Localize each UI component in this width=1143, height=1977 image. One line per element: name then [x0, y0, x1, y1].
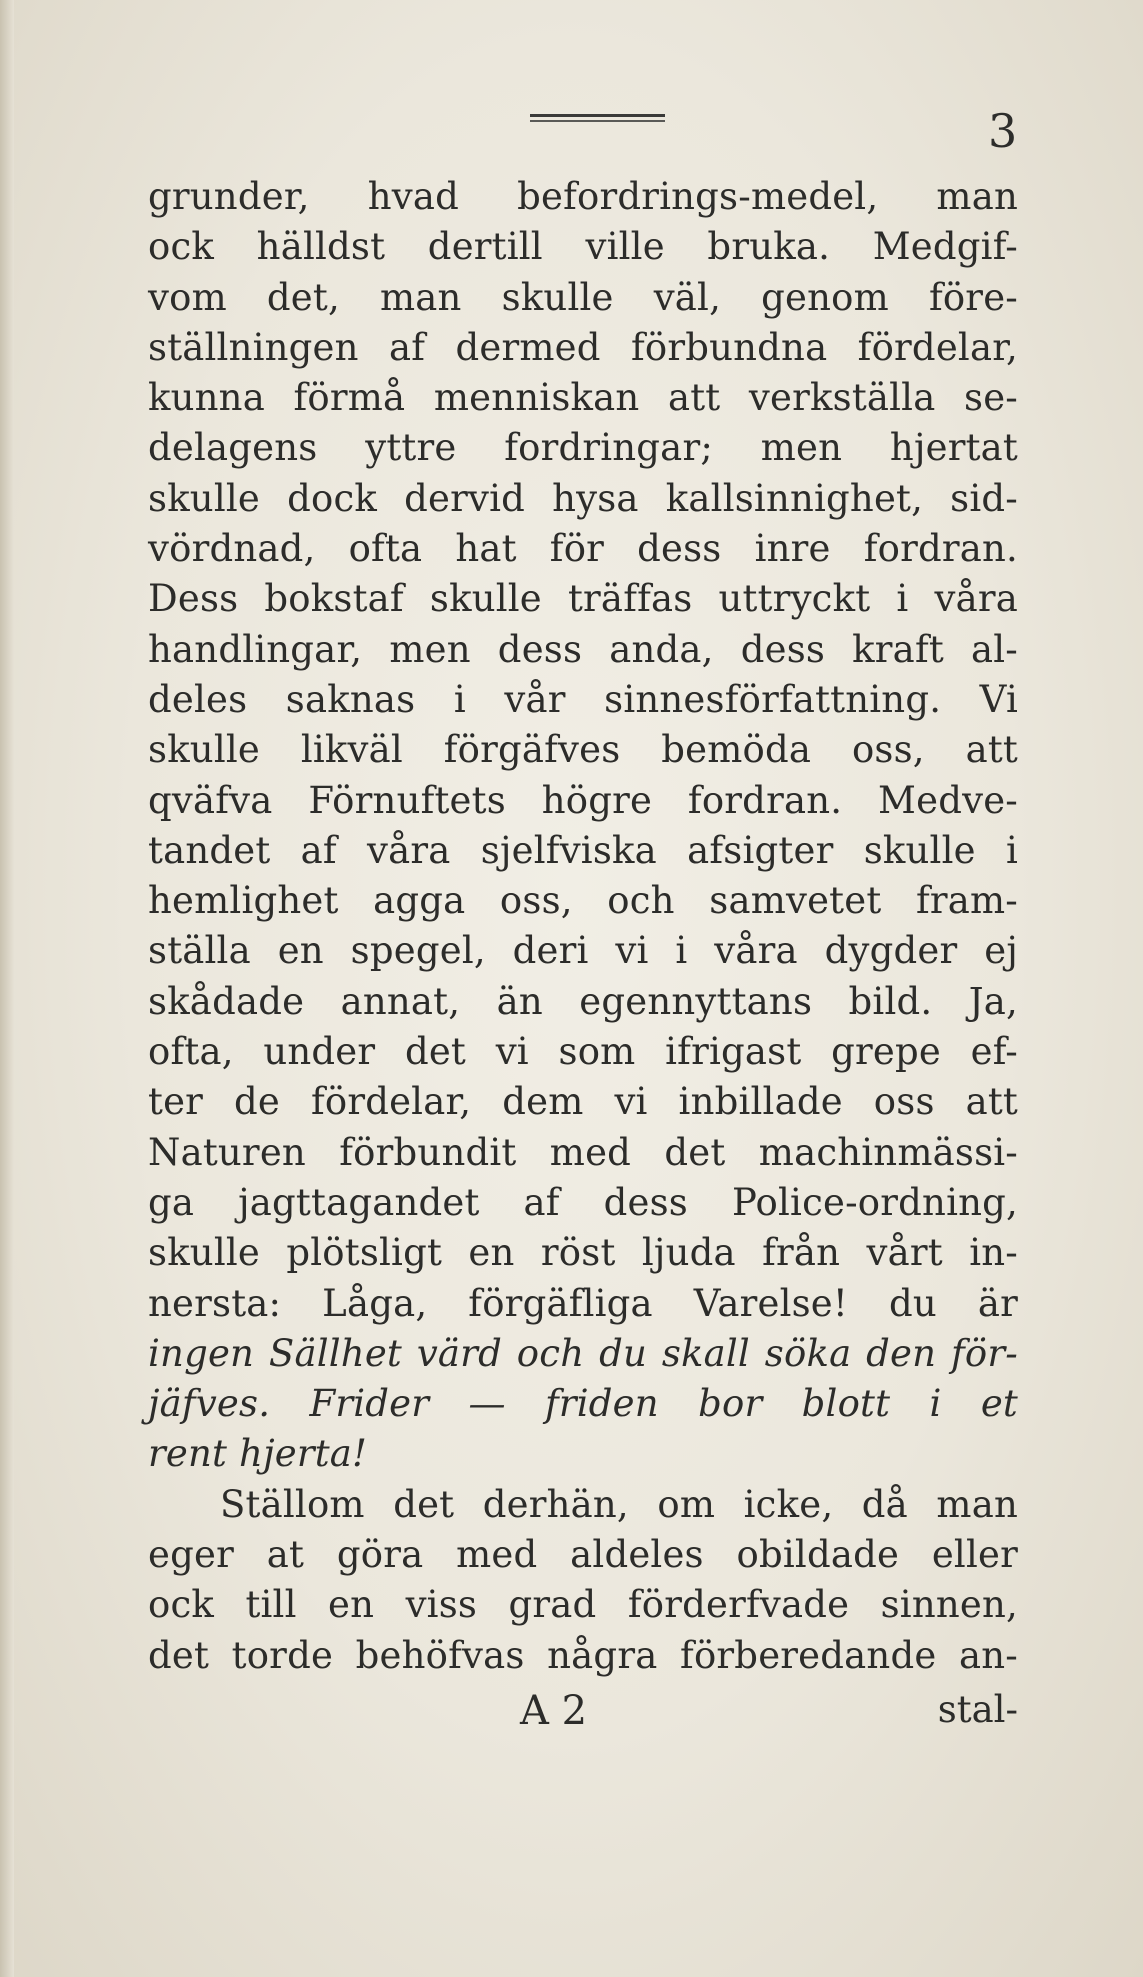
text-line: qväfva Förnuftets högre fordran. Medve-	[148, 778, 1018, 822]
italic-text-line: rent hjerta!	[148, 1432, 368, 1476]
text-line: nersta: Låga, förgäfliga Varelse! du är	[148, 1281, 1018, 1325]
page-footer	[148, 1688, 1018, 1744]
text-line: skulle dock dervid hysa kallsinnighet, sid-	[148, 476, 1018, 520]
text-line: tandet af våra sjelfviska afsigter skulle i	[148, 828, 1018, 872]
catchword: stal-	[937, 1688, 1018, 1731]
text-line: deles saknas i vår sinnesförfattning. Vi	[148, 677, 1018, 721]
header-rule	[530, 114, 665, 122]
text-line: vördnad, ofta hat för dess inre fordran.	[148, 527, 1018, 571]
text-line: delagens yttre fordringar; men hjertat	[148, 426, 1018, 470]
text-line: hemlighet agga oss, och samvetet fram-	[148, 879, 1018, 923]
italic-text-line: ingen Sällhet värd och du skall söka den för-	[148, 1331, 1018, 1375]
text-line: vom det, man skulle väl, genom före-	[148, 275, 1018, 319]
text-line: ofta, under det vi som ifrigast grepe ef-	[148, 1030, 1018, 1074]
paragraph-start-line: Ställom det derhän, om icke, då man	[220, 1482, 1018, 1526]
italic-text-line: jäfves. Frider — friden bor blott i et	[148, 1382, 1018, 1426]
text-line: skulle likväl förgäfves bemöda oss, att	[148, 728, 1018, 772]
text-line: det torde behöfvas några förberedande an-	[148, 1633, 1018, 1677]
text-line: skulle plötsligt en röst ljuda från vårt in-	[148, 1231, 1018, 1275]
signature-mark: A 2	[520, 1688, 588, 1734]
text-line: eger at göra med aldeles obildade eller	[148, 1533, 1018, 1577]
text-line: ställningen af dermed förbundna fördelar,	[148, 325, 1018, 369]
text-line: ställa en spegel, deri vi i våra dygder ej	[148, 929, 1018, 973]
text-line: ock hälldst dertill ville bruka. Medgif-	[148, 225, 1018, 269]
text-line: skådade annat, än egennyttans bild. Ja,	[148, 979, 1018, 1023]
text-line: ock till en viss grad förderfvade sinnen,	[148, 1583, 1018, 1627]
text-line: Dess bokstaf skulle träffas uttryckt i våra	[148, 577, 1018, 621]
page-edge-shadow	[0, 0, 14, 1977]
text-line: kunna förmå menniskan att verkställa se-	[148, 376, 1018, 420]
body-text	[148, 172, 1018, 1681]
page-number: 3	[988, 104, 1018, 158]
text-line: ga jagttagandet af dess Police-ordning,	[148, 1180, 1018, 1224]
text-line: ter de fördelar, dem vi inbillade oss att	[148, 1080, 1018, 1124]
text-line: grunder, hvad befordrings-medel, man	[148, 175, 1018, 218]
text-line: Naturen förbundit med det machinmässi-	[148, 1130, 1018, 1174]
text-line: handlingar, men dess anda, dess kraft al-	[148, 627, 1018, 671]
